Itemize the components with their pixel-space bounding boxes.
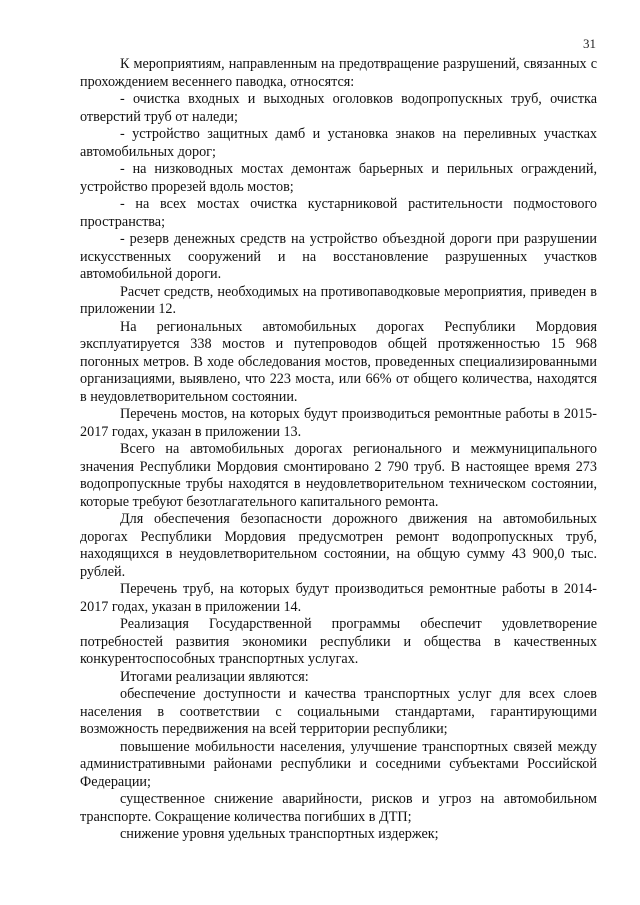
paragraph: Расчет средств, необходимых на противопаводковые мероприятия, приведен в приложении 12. bbox=[80, 283, 597, 317]
paragraph: Всего на автомобильных дорогах регионального и межмуниципального значения Республики Мордовия смонтировано 2 790 труб. В настоящее время 273 водопропускные трубы находятся в неудовлетворительном техническом состоянии, которые требуют безотлагательного капитального ремонта. bbox=[80, 441, 597, 510]
paragraph: Перечень труб, на которых будут производиться ремонтные работы в 2014-2017 годах, указан в приложении 14. bbox=[80, 581, 597, 615]
paragraph: Итогами реализации являются: bbox=[120, 668, 309, 685]
list-item: - на низководных мостах демонтаж барьерных и перильных ограждений, устройство прорезей вдоль мостов; bbox=[80, 161, 597, 195]
list-item: снижение уровня удельных транспортных издержек; bbox=[120, 826, 439, 842]
list-item: - на всех мостах очистка кустарниковой растительности подмостового пространства; bbox=[80, 196, 597, 230]
list-item: - очистка входных и выходных оголовков водопропускных труб, очистка отверстий труб от наледи; bbox=[80, 91, 597, 125]
list-item: существенное снижение аварийности, рисков и угроз на автомобильном транспорте. Сокращение количества погибших в ДТП; bbox=[80, 791, 597, 825]
paragraph: На региональных автомобильных дорогах Республики Мордовия эксплуатируется 338 мостов и путепроводов общей протяженностью 15 968 погонных метров. В ходе обследования мостов, проведенных специализированными организациями, выявлено, что 223 моста, или 66% от общего количества, находятся в неудовлетворительном состоянии. bbox=[80, 318, 597, 405]
page-number: 31 bbox=[583, 36, 596, 51]
paragraph: Реализация Государственной программы обеспечит удовлетворение потребностей развития экономики республики и общества в качественных конкурентоспособных транспортных услугах. bbox=[80, 616, 597, 667]
paragraph: К мероприятиям, направленным на предотвращение разрушений, связанных с прохождением весеннего паводка, относятся: bbox=[80, 56, 597, 90]
list-item: - устройство защитных дамб и установка знаков на переливных участках автомобильных дорог; bbox=[80, 126, 597, 160]
paragraph: Для обеспечения безопасности дорожного движения на автомобильных дорогах Республики Мордовия предусмотрен ремонт водопропускных труб, находящихся в неудовлетворительном состоянии, на общую сумму 43 900,0 тыс. рублей. bbox=[80, 511, 597, 580]
list-item: обеспечение доступности и качества транспортных услуг для всех слоев населения в соответствии с социальными стандартами, гарантирующими возможность передвижения на всей территории республики; bbox=[80, 686, 597, 737]
list-item: - резерв денежных средств на устройство объездной дороги при разрушении искусственных сооружений и на восстановление разрушенных участков автомобильной дороги. bbox=[80, 231, 597, 282]
body-text bbox=[80, 56, 597, 844]
paragraph: Перечень мостов, на которых будут производиться ремонтные работы в 2015-2017 годах, указан в приложении 13. bbox=[80, 406, 597, 440]
list-item: повышение мобильности населения, улучшение транспортных связей между административными районами республики и соседними субъектами Российской Федерации; bbox=[80, 738, 597, 790]
